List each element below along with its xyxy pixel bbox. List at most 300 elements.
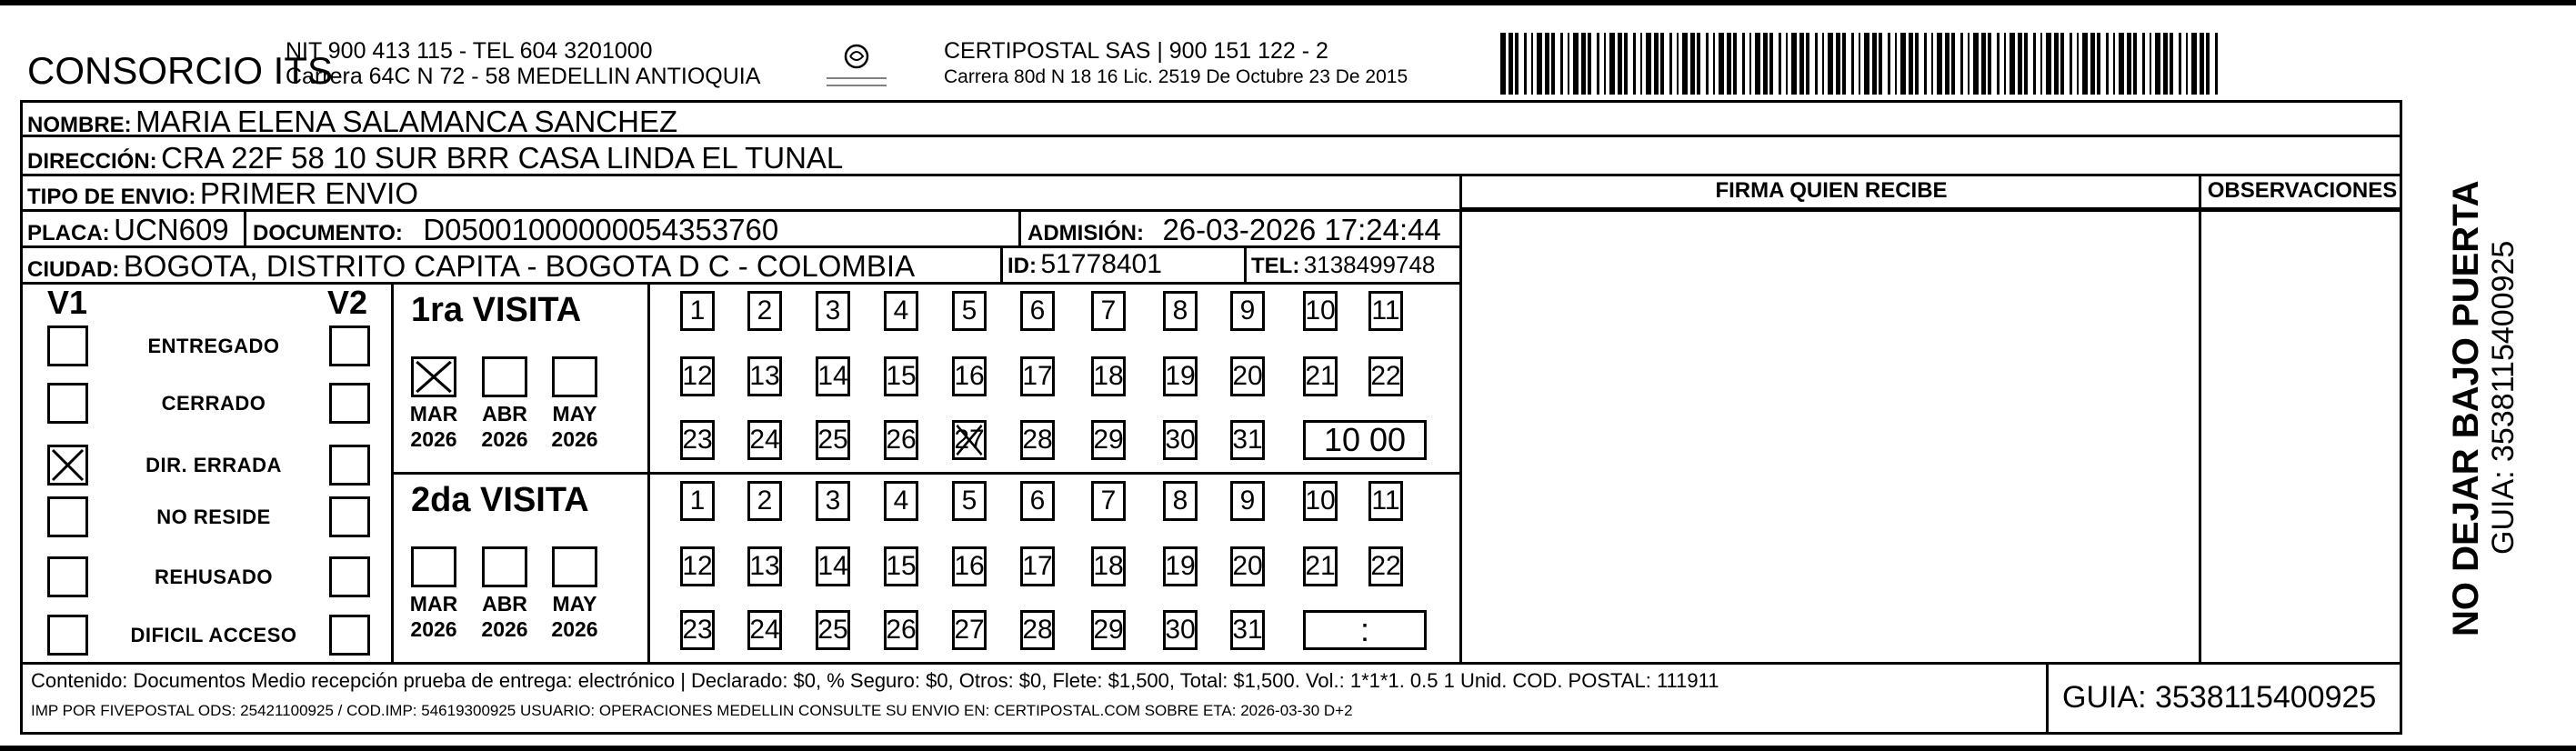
barcode-bar: [1988, 33, 1991, 95]
day-cell[interactable]: [747, 546, 782, 586]
month-label: ABR: [482, 592, 527, 616]
day-number: 28: [1022, 615, 1053, 645]
barcode-bar: [1915, 33, 1919, 95]
status-label: ENTREGADO: [147, 335, 280, 357]
v1-checkbox[interactable]: [47, 325, 88, 366]
row-line-header-cols: [1459, 207, 2402, 210]
admision-label: ADMISIÓN:: [1027, 221, 1144, 245]
day-cell[interactable]: [1091, 420, 1126, 460]
barcode-bar: [2150, 33, 2151, 95]
day-number: 10: [1305, 486, 1336, 516]
barcode-bar: [1951, 33, 1955, 95]
month-checkbox[interactable]: [411, 546, 456, 587]
status-label: DIFICIL ACCESO: [130, 624, 297, 646]
barcode-bar: [1551, 33, 1555, 95]
barcode-bar: [1836, 33, 1840, 95]
day-cell[interactable]: [816, 481, 850, 521]
address-line: Carrera 64C N 72 - 58 MEDELLIN ANTIOQUIA: [286, 64, 761, 89]
barcode-bar: [1500, 33, 1506, 95]
barcode-bar: [1618, 33, 1622, 95]
barcode-bar: [1786, 33, 1788, 95]
day-cell[interactable]: [1163, 546, 1198, 586]
barcode-bar: [2170, 33, 2173, 95]
barcode-bar: [1815, 33, 1818, 95]
day-number: 13: [749, 551, 780, 581]
v1-checkbox[interactable]: [47, 445, 88, 486]
month-checkbox[interactable]: [552, 356, 597, 397]
day-number: 15: [886, 361, 917, 391]
barcode-bar: [2206, 33, 2210, 95]
tipo-envio-row: [27, 176, 418, 211]
barcode-graphic: [1500, 33, 2223, 95]
day-number: 27: [954, 425, 985, 455]
day-cell[interactable]: [884, 356, 918, 396]
day-cell[interactable]: [1163, 610, 1198, 650]
barcode-bar: [2040, 33, 2042, 95]
firma-header: FIRMA QUIEN RECIBE: [1715, 178, 1948, 203]
day-number: 12: [682, 361, 713, 391]
year-label: 2026: [551, 617, 598, 641]
month-checkbox[interactable]: [552, 546, 597, 587]
x-mark-icon: [414, 359, 454, 395]
v2-checkbox[interactable]: [329, 615, 370, 656]
status-label: CERRADO: [161, 392, 266, 415]
barcode-bar: [1690, 33, 1695, 95]
day-cell[interactable]: [1163, 420, 1198, 460]
status-label: NO RESIDE: [156, 506, 271, 528]
barcode-bar: [2018, 33, 2022, 95]
day-number: 7: [1100, 486, 1117, 516]
barcode-bar: [2155, 33, 2160, 95]
barcode-bar: [2090, 33, 2095, 95]
admision-row: [1027, 213, 1441, 247]
v1-label: V1: [47, 284, 88, 321]
day-number: 26: [886, 425, 917, 455]
certipostal-line1: CERTIPOSTAL SAS | 900 151 122 - 2: [944, 38, 1328, 64]
month-label: ABR: [482, 402, 527, 426]
barcode-bar: [2097, 33, 2100, 95]
year-label: 2026: [410, 617, 457, 641]
day-number: 13: [749, 361, 780, 391]
barcode-bar: [1937, 33, 1942, 95]
day-cell[interactable]: [952, 481, 987, 521]
day-number: 30: [1165, 615, 1196, 645]
visit-title: 2da VISITA: [411, 481, 589, 519]
day-number: 20: [1232, 361, 1263, 391]
tipo-envio-value: PRIMER ENVIO: [199, 176, 419, 210]
barcode-bar: [1864, 33, 1869, 95]
tel-value: 3138499748: [1303, 251, 1436, 278]
month-label: MAY: [552, 402, 597, 426]
day-number: 19: [1165, 361, 1196, 391]
year-label: 2026: [481, 617, 528, 641]
month-label: MAR: [409, 402, 458, 426]
barcode-bar: [1646, 33, 1651, 95]
side-warning: NO DEJAR BAJO PUERTA: [2446, 180, 2486, 636]
day-cell[interactable]: [1020, 546, 1055, 586]
direccion-row: [27, 141, 843, 175]
barcode-bar: [1872, 33, 1877, 95]
barcode-bar: [1727, 33, 1731, 95]
barcode-bar: [2082, 33, 2088, 95]
ciudad-value: BOGOTA, DISTRITO CAPITA - BOGOTA D C - COLOMBIA: [123, 249, 916, 283]
barcode-bar: [1851, 33, 1854, 95]
barcode-bar: [1888, 33, 1890, 95]
day-number: 16: [954, 551, 985, 581]
barcode-bar: [1604, 33, 1606, 95]
top-border: [0, 0, 2576, 5]
day-number: 6: [1029, 486, 1046, 516]
barcode-bar: [1573, 33, 1579, 95]
day-cell[interactable]: [1230, 610, 1265, 650]
barcode-bar: [1682, 33, 1688, 95]
v1-checkbox[interactable]: [47, 556, 88, 597]
col-divider-firma: [1459, 174, 1462, 662]
day-cell[interactable]: [1091, 546, 1126, 586]
barcode: [1500, 33, 2223, 95]
barcode-bar: [1669, 33, 1672, 95]
barcode-bar: [1697, 33, 1700, 95]
day-cell[interactable]: [884, 291, 918, 331]
day-cell[interactable]: [1020, 291, 1055, 331]
month-label: MAY: [552, 592, 597, 616]
barcode-bar: [1531, 33, 1533, 95]
barcode-bar: [1755, 33, 1760, 95]
v1-checkbox[interactable]: [47, 383, 88, 424]
day-number: 17: [1022, 551, 1053, 581]
barcode-bar: [1568, 33, 1569, 95]
day-number: 31: [1232, 425, 1263, 455]
day-cell[interactable]: [1091, 481, 1126, 521]
day-cell[interactable]: [884, 610, 918, 650]
month-checkbox[interactable]: [482, 356, 527, 397]
day-number: 9: [1239, 295, 1256, 325]
day-cell[interactable]: [1091, 610, 1126, 650]
day-cell[interactable]: [1368, 356, 1403, 396]
day-number: 19: [1165, 551, 1196, 581]
certipostal-logo: [823, 38, 891, 91]
day-cell[interactable]: [1020, 610, 1055, 650]
day-cell[interactable]: [1230, 481, 1265, 521]
tel-label: TEL:: [1251, 254, 1300, 278]
barcode-bar: [1733, 33, 1737, 95]
footer-guia: GUIA: 3538115400925: [2062, 680, 2377, 715]
day-cell[interactable]: [680, 420, 715, 460]
day-cell[interactable]: [1163, 481, 1198, 521]
nombre-label: NOMBRE:: [27, 113, 132, 137]
day-number: 22: [1370, 361, 1401, 391]
day-cell[interactable]: [747, 610, 782, 650]
day-number: 10: [1305, 295, 1336, 325]
day-number: 4: [893, 486, 909, 516]
day-number: 24: [749, 425, 780, 455]
certipostal-logo-icon: [823, 38, 891, 91]
v1-checkbox[interactable]: [47, 615, 88, 656]
footer-line2: IMP POR FIVEPOSTAL ODS: 25421100925 / COD.IMP: 54619300925 USUARIO: OPERACIONES MEDELLIN CONSULTE SU ENVIO EN: CERTIPOSTAL.COM SOBRE ETA: 2026-03-30 D+2: [31, 702, 1353, 719]
day-cell[interactable]: [816, 546, 850, 586]
day-number: 7: [1100, 295, 1117, 325]
barcode-bar: [1706, 33, 1709, 95]
barcode-bar: [2200, 33, 2204, 95]
day-number: 25: [817, 615, 848, 645]
id-row: [1007, 249, 1162, 280]
day-number: 3: [825, 295, 841, 325]
day-cell[interactable]: [884, 546, 918, 586]
barcode-bar: [1960, 33, 1963, 95]
day-number: 21: [1305, 361, 1336, 391]
day-number: 11: [1371, 486, 1400, 516]
barcode-bar: [1997, 33, 2000, 95]
day-number: 18: [1093, 551, 1124, 581]
x-mark-icon: [50, 447, 85, 483]
v1-checkbox[interactable]: [47, 496, 88, 537]
barcode-bar: [1537, 33, 1542, 95]
day-cell[interactable]: [816, 610, 850, 650]
day-number: 5: [961, 295, 977, 325]
ciudad-label: CIUDAD:: [27, 257, 120, 282]
day-number: 30: [1165, 425, 1196, 455]
day-cell[interactable]: [1163, 291, 1198, 331]
day-number: 17: [1022, 361, 1053, 391]
v2-checkbox[interactable]: [329, 556, 370, 597]
day-number: 12: [682, 551, 713, 581]
day-number: 9: [1239, 486, 1256, 516]
day-cell[interactable]: [884, 481, 918, 521]
day-number: 5: [961, 486, 977, 516]
barcode-bar: [1791, 33, 1797, 95]
barcode-bar: [1779, 33, 1781, 95]
time-field[interactable]: [1303, 420, 1427, 460]
barcode-bar: [2033, 33, 2036, 95]
barcode-bar: [1859, 33, 1860, 95]
day-number: 11: [1371, 295, 1400, 325]
ciudad-row: [27, 249, 915, 284]
id-label: ID:: [1007, 254, 1037, 278]
documento-row: [253, 213, 778, 247]
barcode-bar: [2054, 33, 2059, 95]
footer-top-line: [20, 662, 2402, 665]
barcode-bar: [1545, 33, 1549, 95]
col-divider-obs: [2199, 174, 2201, 662]
footer-line1: Contenido: Documentos Medio recepción prueba de entrega: electrónico | Declarado: $0, % Seguro: $0, Otros: $0, Flete: $1,500, Total: $1,500. Vol.: 1*1*1. 0.5 1 Unid. COD. POSTAL: 111911: [31, 669, 1719, 692]
barcode-bar: [1524, 33, 1527, 95]
day-cell[interactable]: [1303, 291, 1338, 331]
barcode-bar: [2133, 33, 2137, 95]
day-number: 2: [757, 295, 773, 325]
barcode-bar: [2046, 33, 2051, 95]
barcode-bar: [1509, 33, 1513, 95]
day-cell[interactable]: [952, 291, 987, 331]
day-cell[interactable]: [747, 356, 782, 396]
barcode-bar: [2186, 33, 2188, 95]
visit-divider: [391, 472, 1459, 475]
day-cell[interactable]: [1230, 420, 1265, 460]
tipo-envio-label: TIPO DE ENVIO:: [27, 185, 196, 209]
barcode-bar: [1895, 33, 1897, 95]
footer-guia-divider: [2046, 662, 2049, 735]
barcode-bar: [1828, 33, 1833, 95]
day-number: 8: [1172, 295, 1188, 325]
day-number: 14: [817, 551, 848, 581]
day-cell[interactable]: [1091, 356, 1126, 396]
day-number: 3: [825, 486, 841, 516]
barcode-bar: [2106, 33, 2109, 95]
barcode-bar: [1660, 33, 1664, 95]
placa-value: UCN609: [114, 213, 229, 246]
day-number: 1: [689, 486, 706, 516]
barcode-bar: [1713, 33, 1715, 95]
direccion-value: CRA 22F 58 10 SUR BRR CASA LINDA EL TUNAL: [161, 141, 844, 175]
barcode-bar: [1931, 33, 1933, 95]
barcode-bar: [1945, 33, 1950, 95]
day-cell[interactable]: [1368, 291, 1403, 331]
day-cell[interactable]: [1303, 546, 1338, 586]
day-number: 23: [682, 425, 713, 455]
barcode-bar: [1769, 33, 1773, 95]
barcode-bar: [1749, 33, 1751, 95]
day-cell[interactable]: [747, 481, 782, 521]
v2-checkbox[interactable]: [329, 445, 370, 486]
month-checkbox[interactable]: [482, 546, 527, 587]
v2-checkbox[interactable]: [329, 325, 370, 366]
placa-divider: [244, 209, 246, 245]
barcode-bar: [2070, 33, 2072, 95]
direccion-label: DIRECCIÓN:: [27, 149, 157, 174]
barcode-bar: [2060, 33, 2064, 95]
barcode-bar: [1515, 33, 1519, 95]
barcode-bar: [1822, 33, 1824, 95]
time-value: 10 00: [1323, 421, 1407, 458]
day-cell[interactable]: [747, 291, 782, 331]
barcode-bar: [1654, 33, 1659, 95]
day-cell[interactable]: [952, 610, 987, 650]
barcode-bar: [1640, 33, 1642, 95]
barcode-bar: [1719, 33, 1724, 95]
barcode-bar: [1588, 33, 1591, 95]
day-cell[interactable]: [816, 420, 850, 460]
day-number: 31: [1232, 615, 1263, 645]
day-cell[interactable]: [816, 356, 850, 396]
certipostal-line2: Carrera 80d N 18 16 Lic. 2519 De Octubre 23 De 2015: [944, 66, 1408, 87]
placa-label: PLACA:: [27, 221, 110, 245]
day-number: 15: [886, 551, 917, 581]
barcode-bar: [2010, 33, 2015, 95]
day-cell[interactable]: [1230, 356, 1265, 396]
year-label: 2026: [551, 427, 598, 451]
day-cell[interactable]: [1230, 291, 1265, 331]
nombre-value: MARIA ELENA SALAMANCA SANCHEZ: [135, 105, 678, 138]
barcode-bar: [1763, 33, 1768, 95]
day-number: 21: [1305, 551, 1336, 581]
day-cell[interactable]: [680, 481, 715, 521]
v2-checkbox[interactable]: [329, 383, 370, 424]
barcode-bar: [2142, 33, 2145, 95]
barcode-bar: [1624, 33, 1628, 95]
day-number: 8: [1172, 486, 1188, 516]
day-cell[interactable]: [680, 546, 715, 586]
day-cell[interactable]: [747, 420, 782, 460]
observaciones-header: OBSERVACIONES: [2207, 178, 2398, 203]
day-number: 29: [1093, 425, 1124, 455]
barcode-bar: [1909, 33, 1913, 95]
day-number: 16: [954, 361, 985, 391]
day-cell[interactable]: [680, 610, 715, 650]
day-cell[interactable]: [680, 356, 715, 396]
status-label: REHUSADO: [155, 566, 273, 588]
day-cell[interactable]: [1163, 356, 1198, 396]
barcode-bar: [2077, 33, 2079, 95]
day-number: 6: [1029, 295, 1046, 325]
time-field[interactable]: [1303, 610, 1427, 650]
barcode-bar: [1968, 33, 1970, 95]
day-cell[interactable]: [1303, 481, 1338, 521]
day-cell[interactable]: [952, 356, 987, 396]
day-cell[interactable]: [1368, 481, 1403, 521]
day-cell[interactable]: [1230, 546, 1265, 586]
day-cell[interactable]: [1020, 481, 1055, 521]
day-cell[interactable]: [1368, 546, 1403, 586]
barcode-bar: [1633, 33, 1636, 95]
bottom-border: [0, 746, 2576, 751]
day-number: 2: [757, 486, 773, 516]
time-value: :: [1359, 611, 1369, 648]
day-number: 28: [1022, 425, 1053, 455]
barcode-bar: [2179, 33, 2181, 95]
barcode-bar: [2119, 33, 2124, 95]
documento-value: D05001000000054353760: [423, 213, 779, 246]
barcode-bar: [1799, 33, 1804, 95]
barcode-bar: [2113, 33, 2115, 95]
barcode-bar: [1581, 33, 1586, 95]
day-number: 23: [682, 615, 713, 645]
barcode-bar: [2127, 33, 2131, 95]
id-value: 51778401: [1040, 249, 1162, 279]
placa-row: [27, 213, 229, 247]
day-cell[interactable]: [884, 420, 918, 460]
day-cell[interactable]: [1020, 420, 1055, 460]
tel-row: [1251, 251, 1435, 279]
barcode-bar: [1924, 33, 1927, 95]
day-cell[interactable]: [952, 420, 987, 460]
day-number: 1: [689, 295, 706, 325]
day-cell[interactable]: [952, 546, 987, 586]
v2-label: V2: [327, 284, 368, 321]
month-checkbox[interactable]: [411, 356, 456, 397]
nit-line: NIT 900 413 115 - TEL 604 3201000: [286, 38, 653, 64]
barcode-bar: [1842, 33, 1846, 95]
barcode-bar: [1742, 33, 1745, 95]
day-cell[interactable]: [816, 291, 850, 331]
day-number: 20: [1232, 551, 1263, 581]
nombre-row: [27, 105, 677, 139]
id-divider: [1000, 245, 1003, 282]
barcode-bar: [1879, 33, 1882, 95]
day-cell[interactable]: [1020, 356, 1055, 396]
day-cell[interactable]: [1091, 291, 1126, 331]
barcode-bar: [1900, 33, 1906, 95]
barcode-bar: [2163, 33, 2168, 95]
day-cell[interactable]: [1303, 356, 1338, 396]
year-label: 2026: [481, 427, 528, 451]
v2-checkbox[interactable]: [329, 496, 370, 537]
barcode-bar: [2004, 33, 2006, 95]
month-label: MAR: [409, 592, 458, 616]
day-number: 29: [1093, 615, 1124, 645]
admision-divider: [1018, 209, 1021, 245]
barcode-bar: [1973, 33, 1979, 95]
status-label: DIR. ERRADA: [145, 454, 282, 476]
day-cell[interactable]: [680, 291, 715, 331]
